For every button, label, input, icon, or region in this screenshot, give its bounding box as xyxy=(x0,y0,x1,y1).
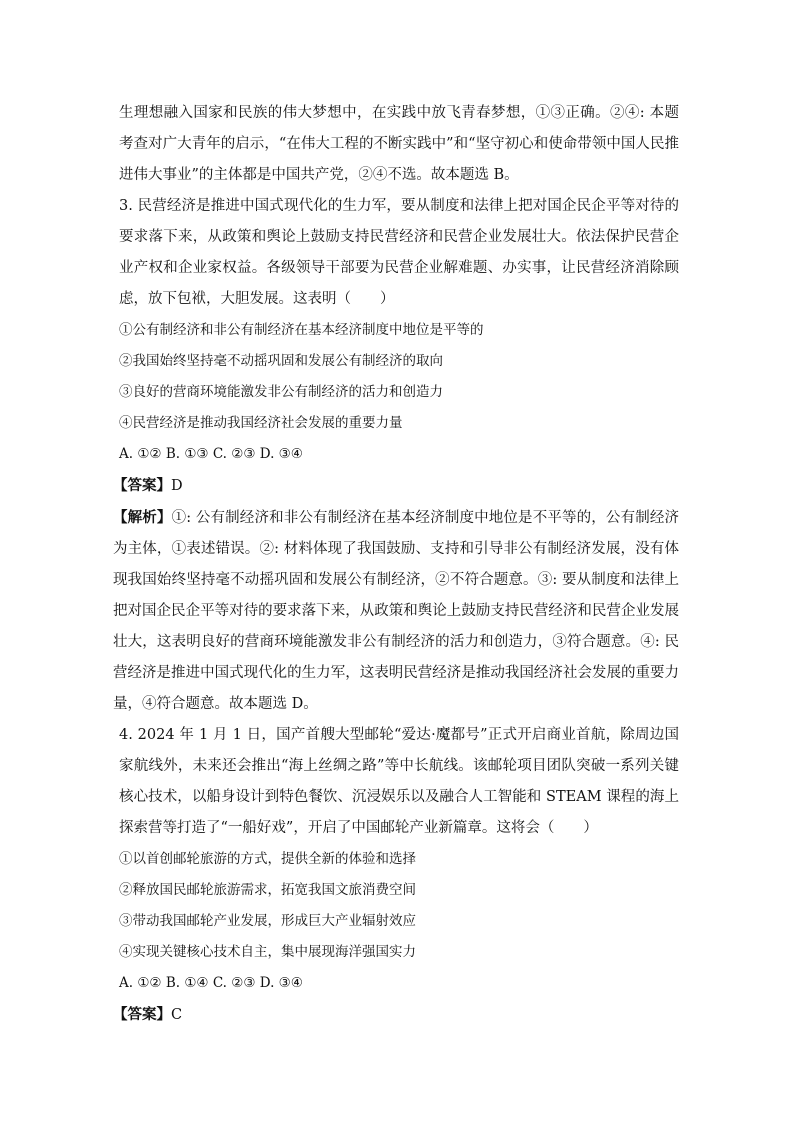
question-4-option-1: ①以首创邮轮旅游的方式，提供全新的体验和选择 xyxy=(119,851,416,867)
analysis-label: 【解析】 xyxy=(113,509,172,526)
question-3-analysis xyxy=(113,502,679,720)
question-4-answer xyxy=(113,999,679,1031)
analysis-text: ①: 公有制经济和非公有制经济在基本经济制度中地位是不平等的，公有制经济为主体，①表述错误。②: 材料体现了我国鼓励、支持和引导非公有制经济发展，没有体现我国始终坚持毫不动摇巩固和发展公有制经济，②不符合题意。③: 要从制度和法律上把对国企民企平等对待的要求落下来，从政策和舆论上鼓励支持民营经济和民营企业发展壮大，这表明良好的营商环境能激发非公有制经济的活力和创造力，③符合题意。④: 民营经济是推进中国式现代化的生力军，这表明民营经济是推动我国经济社会发展的重要力量，④符合题意。故本题选 D。 xyxy=(113,510,680,712)
question-4-option-4: ④实现关键核心技术自主，集中展现海洋强国实力 xyxy=(119,944,416,960)
question-3-option-2: ②我国始终坚持毫不动摇巩固和发展公有制经济的取向 xyxy=(119,353,443,369)
question-4-choices: A. ①② B. ①④ C. ②③ D. ③④ xyxy=(119,975,303,991)
question-3-option-4: ④民营经济是推动我国经济社会发展的重要力量 xyxy=(119,415,403,431)
question-4-stem: 4. 2024 年 1 月 1 日，国产首艘大型邮轮“爱达·魔都号”正式开启商业首航，除周边国家航线外，未来还会推出“海上丝绸之路”等中长航线。该邮轮项目团队突破一系列关键核心技术，以船身设计到特色餐饮、沉浸娱乐以及融合人工智能和 STEAM 课程的海上探索营等打造了“一船好戏”，开启了中国邮轮产业新篇章。这将会（ ） xyxy=(119,727,679,836)
question-3-choices: A. ①② B. ①③ C. ②③ D. ③④ xyxy=(119,446,303,462)
answer-label: 【答案】 xyxy=(113,1006,171,1023)
question-3-option-3: ③良好的营商环境能激发非公有制经济的活力和创造力 xyxy=(119,384,443,400)
intro-paragraph: 生理想融入国家和民族的伟大梦想中，在实践中放飞青春梦想，①③正确。②④: 本题考查对广大青年的启示，“在伟大工程的不断实践中”和“坚守初心和使命带领中国人民推进伟大事业”的主体都是中国共产党，②④不选。故本题选 B。 xyxy=(119,105,679,183)
question-4-option-2: ②释放国民邮轮旅游需求，拓宽我国文旅消费空间 xyxy=(119,882,416,898)
question-3-stem: 3. 民营经济是推进中国式现代化的生力军，要从制度和法律上把对国企民企平等对待的要求落下来，从政策和舆论上鼓励支持民营经济和民营企业发展壮大。依法保护民营企业产权和企业家权益。各级领导干部要为民营企业解难题、办实事，让民营经济消除顾虑，放下包袱，大胆发展。这表明（ ） xyxy=(119,198,679,307)
document-page xyxy=(113,98,680,1031)
answer-value: C xyxy=(171,1007,183,1023)
answer-value: D xyxy=(171,478,183,494)
question-3-answer xyxy=(113,470,679,502)
answer-label: 【答案】 xyxy=(113,477,171,494)
question-3-option-1: ①公有制经济和非公有制经济在基本经济制度中地位是平等的 xyxy=(119,322,484,338)
question-4-option-3: ③带动我国邮轮产业发展，形成巨大产业辐射效应 xyxy=(119,913,416,929)
